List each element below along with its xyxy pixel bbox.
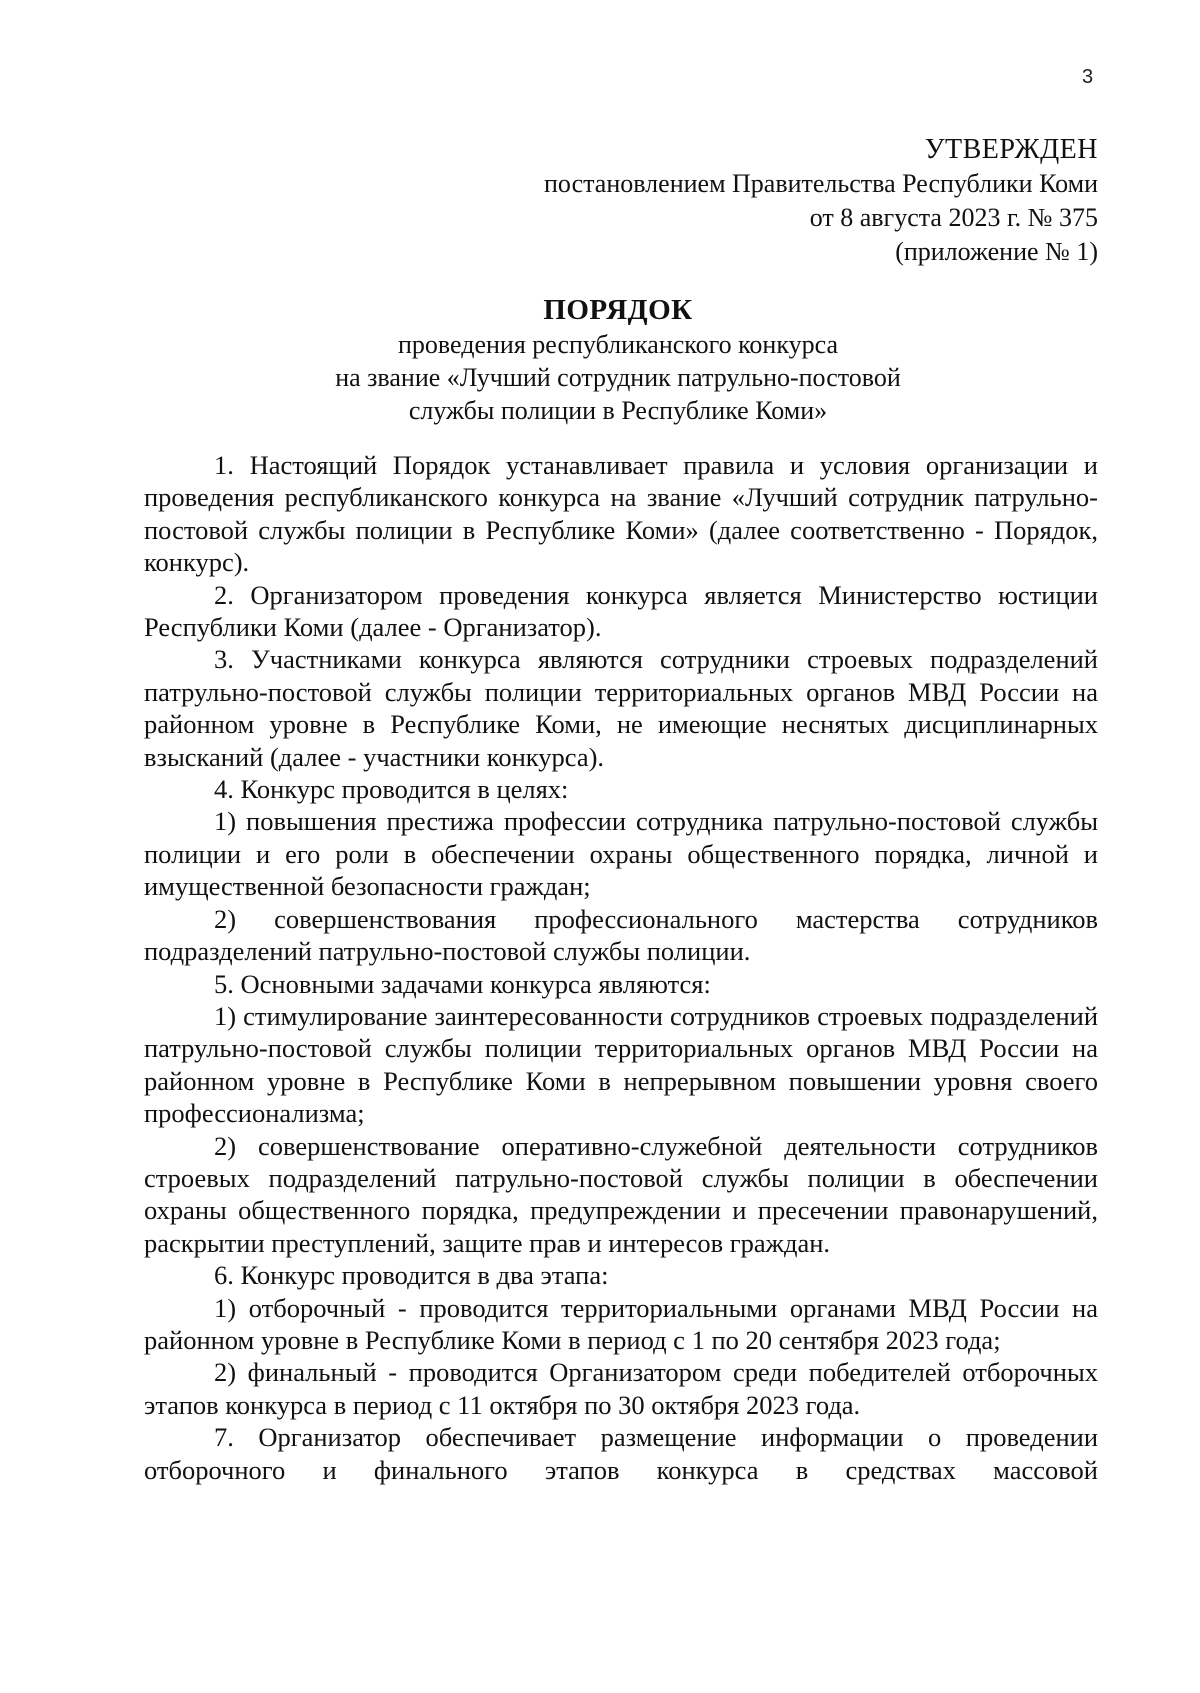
document-subtitle-line: на звание «Лучший сотрудник патрульно-постовой [335,363,901,392]
document-title: ПОРЯДОК [543,294,693,326]
paragraph-4: 4. Конкурс проводится в целях: [214,774,569,805]
document-title-block [0,292,1200,427]
document-subtitle-line: проведения республиканского конкурса [397,330,838,359]
approval-date: от 8 августа 2023 г. № 375 [809,203,1098,232]
paragraph-7: 7. Организатор обеспечивает размещение информации о проведении отборочного и финального этапов конкурса в средствах массовой [144,1422,1098,1485]
paragraph-6-item-1: 1) отборочный - проводится территориальными органами МВД России на районном уровне в Республике Коми в период с 1 по 20 сентября 2023 года; [144,1292,1098,1355]
paragraph-6-item-2: 2) финальный - проводится Организатором среди победителей отборочных этапов конкурса в период с 11 октября по 30 октября 2023 года. [144,1357,1098,1420]
paragraph-5-item-1: 1) стимулирование заинтересованности сотрудников строевых подразделений патрульно-постовой службы полиции территориальных органов МВД России на районном уровне в Республике Коми в непрерывном повышении уровня своего профессионализма; [144,1000,1098,1129]
document-subtitle-line: службы полиции в Республике Коми» [408,396,828,425]
paragraph-2: 2. Организатором проведения конкурса является Министерство юстиции Республики Коми (далее - Организатор). [144,579,1098,643]
approval-heading: УТВЕРЖДЕН [924,134,1098,165]
approval-appendix: (приложение № 1) [895,237,1098,266]
paragraph-5: 5. Основными задачами конкурса являются: [214,968,711,999]
paragraph-3: 3. Участниками конкурса являются сотрудники строевых подразделений патрульно-постовой службы полиции территориальных органов МВД России на районном уровне в Республике Коми, не имеющие неснятых дисциплинарных взысканий (далее - участники конкурса). [144,644,1098,772]
paragraph-4-item-1: 1) повышения престижа профессии сотрудника патрульно-постовой службы полиции и его роли в обеспечении охраны общественного порядка, личной и имущественной безопасности граждан; [144,806,1098,902]
page-number: 3 [1082,66,1094,88]
approval-line: постановлением Правительства Республики Коми [544,169,1098,198]
paragraph-1: 1. Настоящий Порядок устанавливает правила и условия организации и проведения республиканского конкурса на звание «Лучший сотрудник патрульно-постовой службы полиции в Республике Коми» (далее соответственно - Порядок, конкурс). [144,450,1098,578]
paragraph-4-item-2: 2) совершенствования профессионального мастерства сотрудников подразделений патрульно-постовой службы полиции. [144,903,1098,967]
document-body [144,449,1098,1486]
paragraph-5-item-2: 2) совершенствование оперативно-служебной деятельности сотрудников строевых подразделений патрульно-постовой службы полиции в обеспечении охраны общественного порядка, предупреждении и пресечении правонарушений, раскрытии преступлений, защите прав и интересов граждан. [144,1130,1098,1258]
paragraph-6: 6. Конкурс проводится в два этапа: [214,1260,609,1291]
approval-stamp [544,133,1098,269]
